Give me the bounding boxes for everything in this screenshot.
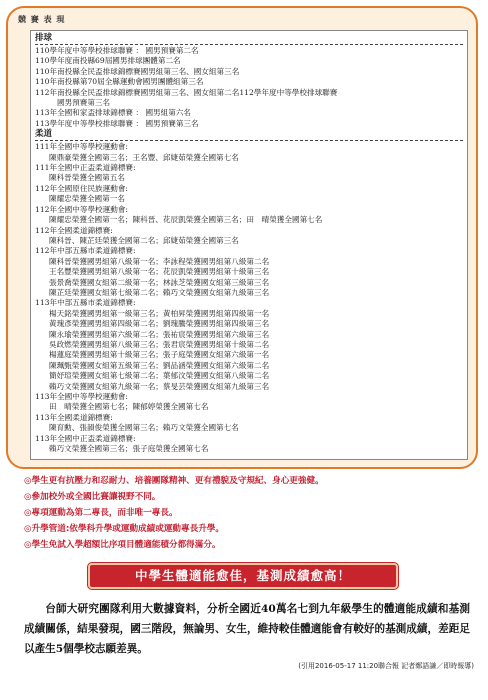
achievement-line: 陳芷廷榮獲國女組第七級第二名；賴巧文榮獲國女組第九級第三名 [49,287,270,297]
section-title: 柔道 [35,129,463,141]
achievement-line: 楊天銘榮獲國男組第一級第三名；黃柏昇榮獲國男組第四級第一名 [49,308,270,318]
achievement-line: 陳永瑜榮獲國男組第六級第二名；張祐宸榮獲國男組第六級第三名 [49,329,270,339]
achievements-list [30,30,468,460]
note-item: ◎學生免試入學超額比序項目體適能積分都得滿分。 [24,540,221,550]
achievement-line: 113年全國中等學校運動會: [35,392,128,401]
achievement-line: 黃瑰彥榮獲國男組第四級第二名；劉瑰騰榮獲國男組第四級第三名 [49,319,270,329]
article-body [24,599,470,659]
note-item: ◎升學管道:依學科升學或運動成績或運動專長升學。 [24,524,224,534]
achievement-line: 賴巧文榮獲全國第三名；張子庭榮獲全國第七名 [49,444,209,454]
achievement-line: 113年中部五縣市柔道錦標賽: [35,298,136,308]
panel-header: 競 賽 表 現 [18,15,66,24]
achievement-line: 吳政燃榮獲國男組第八級第三名；張君宸榮獲國男組第十級第二名 [49,339,270,349]
achievement-line: 陳耀忠榮獲全國第一名；陳科晉、花辰凱榮獲全國第三名；田 晴榮獲全國第七名 [49,215,323,225]
achievement-line: 111年全國中等學校運動會: [35,142,128,152]
achievement-line: 國男預賽第三名 [57,98,111,108]
achievement-line: 113年全國中正盃柔道錦標賽: [35,433,136,443]
achievement-line: 112年全國中等學校運動會: [35,204,128,214]
achievement-line: 陳科晉、陳芷廷榮獲全國第二名；邱婕茹榮獲全國第三名 [49,235,239,245]
achievement-line: 112年南投縣全民盃排球錦標賽國男組第三名、國女組第二名112學年度中等學校排球聯賽 [35,87,338,97]
note-item: ◎參加校外或全國比賽讓視野不同。 [24,492,161,502]
achievement-line: 陳科晉榮獲國男組第八級第一名；李詠程榮獲國男組第八級第二名 [49,256,270,266]
achievement-line: 楊蓮庭榮獲國男組第十級第三名；張子庭榮獲國女組第六級第一名 [49,350,270,360]
achievement-line: 113學年度中等學校排球聯賽 ： 國男預賽第三名 [35,118,199,128]
achievement-line: 112年全國原住民族運動會: [35,183,128,193]
achievement-line: 張景喬榮獲國女組第二級第一名；林詠芝榮獲國女組第三級第三名 [49,277,270,287]
achievement-line: 賴巧文榮獲國女組第九級第一名；蔡旻芸榮獲國女組第九級第三名 [49,381,270,391]
achievement-line: 111年全國中正盃柔道錦標賽: [35,163,136,173]
achievement-line: 110年南投縣全民盃排球錦標賽國男組第三名、國女組第三名 [35,66,240,76]
achievement-line: 陳育勳、張韻俊榮獲全國第三名；賴巧文榮獲全國第七名 [49,423,239,433]
source-citation: (引用2016-05-17 11:20聯合報 記者鄭語謙／即時報導) [298,662,474,670]
note-item: ◎學生更有抗壓力和忍耐力、培養團隊精神、更有禮貌及守規紀、身心更強健。 [24,476,324,486]
achievement-line: 陳耀忠榮獲全國第一名 [49,194,125,204]
achievement-line: 陳珮甄榮獲國女組第五級第三名；劉品涵榮獲國女組第六級第二名 [49,360,270,370]
achievement-line: 陳科晉榮獲全國第五名 [49,173,125,183]
achievement-line: 112年全國柔道錦標賽: [35,225,113,235]
achievement-line: 110學年度中等學校排球聯賽 ： 國男預賽第二名 [35,46,199,55]
section-title: 排球 [35,33,463,45]
achievement-line: 陳鼎豪榮獲全國第三名；王名豐、邱婕茹榮獲全國第七名 [49,152,239,162]
achievements-panel [6,6,478,469]
achievement-line: 110年南投縣第70屆全縣運動會國男團體組第三名 [35,77,204,87]
notes-list [24,473,474,553]
note-item: ◎專項運動為第二專長，而非唯一專長。 [24,508,178,518]
achievement-line: 112年中部五縣市柔道錦標賽: [35,246,136,256]
article-paragraph: 台師大研究團隊利用大數據資料，分析全國近40萬名七到九年級學生的體適能成績和基測成績關係，結果發現，國三階段，無論男、女生，維持較佳體適能會有較好的基測成績，差距足以產生5個學校志願差異。 [24,603,470,655]
achievement-line: 113年全國柔道錦標賽: [35,412,113,422]
achievement-line: 110學年度南投縣69屆國男排球團體第二名 [35,56,181,66]
achievement-line: 田 晴榮獲全國第七名；陳郁婷榮獲全國第七名 [49,402,209,412]
achievement-line: 113年全國和家盃排球錦標賽 ： 國男組第六名 [35,108,192,118]
achievement-line: 王名豐榮獲國男組第八級第一名；花辰凱榮獲國男組第十級第三名 [49,267,270,277]
achievement-line: 簡妤瑄榮獲國女組第七級第二名；葉郁汶榮獲國女組第八級第二名 [49,371,270,381]
headline-banner: 中學生體適能愈佳，基測成績愈高！ [88,563,398,589]
